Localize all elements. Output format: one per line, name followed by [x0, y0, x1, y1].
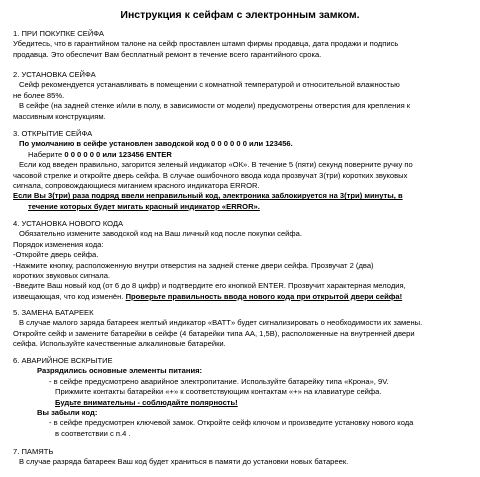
paragraph-line: часовой стрелке и откройте дверь сейфа. В случае ошибочного ввода кода прозвучат 3(три) коротких звуковых: [13, 170, 408, 180]
section-opening: [13, 129, 473, 212]
section-heading: 5. ЗАМЕНА БАТАРЕЕК: [13, 308, 94, 317]
section-heading: 1. ПРИ ПОКУПКЕ СЕЙФА: [13, 29, 104, 38]
paragraph-line: Убедитесь, что в гарантийном талоне на сейф проставлен штамп фирмы продавца, дата продажи и подпись: [13, 39, 399, 49]
enter-code-value: 0 0 0 0 0 0 или 123456 ENTER: [64, 149, 172, 159]
section-heading: 7. ПАМЯТЬ: [13, 447, 54, 456]
paragraph-line: В сейфе (на задней стенке и/или в полу, в зависимости от модели) предусмотрены отверстия для крепления к: [19, 101, 411, 111]
section-emergency: [13, 356, 473, 439]
paragraph-line: В случае малого заряда батареек желтый индикатор «BATT» будет сигнализировать о необходимости их замены.: [19, 318, 423, 328]
paragraph-line: Сейф рекомендуется устанавливать в помещении с комнатной температурой и относительной влажностью: [19, 80, 400, 90]
subheading-power: Разрядились основные элементы питания:: [37, 366, 203, 376]
document-title: Инструкция к сейфам с электронным замком.: [120, 9, 360, 21]
paragraph-line: коротких звуковых сигнала.: [13, 271, 111, 281]
paragraph-line: Откройте сейф и замените батарейки в сейфе (4 батарейки типа АА, 1,5В), расположенные на внутренней двери: [13, 328, 415, 338]
subheading-forgot-code: Вы забыли код:: [37, 408, 98, 418]
paragraph-line: В случае разряда батареек Ваш код будет храниться в памяти до установки новых батареек.: [19, 457, 349, 467]
paragraph-line: Обязательно измените заводской код на Ваш личный код после покупки сейфа.: [19, 229, 302, 239]
paragraph-line: - в сейфе предусмотрено аварийное электропитание. Используйте батарейку типа «Крона», 9V.: [49, 376, 389, 386]
paragraph-line: продавца. Это обеспечит Вам бесплатный ремонт в течение всего гарантийного срока.: [13, 49, 322, 59]
default-code-line: По умолчанию в сейфе установлен заводской код 0 0 0 0 0 0 или 123456.: [19, 139, 293, 149]
paragraph-line: Прижмите контакты батарейки «+» к соответствующим контактам «+» на клавиатуре сейфа.: [55, 387, 382, 397]
warning-line: Если Вы 3(три) раза подряд ввели неправильный код, электроника заблокируется на 3(три) минуты, в: [13, 191, 403, 201]
section-installation: [13, 70, 473, 122]
paragraph-line: - в сейфе предусмотрен ключевой замок. Откройте сейф ключом и произведите установку нового кода: [49, 418, 414, 428]
paragraph-line: -Откройте дверь сейфа.: [13, 250, 99, 260]
section-heading: 6. АВАРИЙНОЕ ВСКРЫТИЕ: [13, 356, 113, 365]
paragraph-line: Если код введен правильно, загорится зеленый индикатор «ОК». В течение 5 (пяти) секунд поверните ручку по: [19, 160, 413, 170]
section-memory: [13, 447, 473, 468]
paragraph-line: -Введите Ваш новый код (от 6 до 8 цифр) и подтвердите его кнопкой ENTER. Прозвучит характерная мелодия,: [13, 281, 406, 291]
paragraph-line: в соответствии с п.4 .: [55, 428, 131, 438]
section-heading: 3. ОТКРЫТИЕ СЕЙФА: [13, 129, 93, 138]
polarity-warning: Будьте внимательны - соблюдайте полярность!: [55, 397, 238, 407]
paragraph-line: -Нажмите кнопку, расположенную внутри отверстия на задней стенке двери сейфа. Прозвучат 2 (два): [13, 260, 374, 270]
section-purchase: [13, 29, 473, 60]
code-changed-text: извещающая, что код изменён.: [13, 291, 126, 301]
paragraph-line: сигнала, сопровождающиеся миганием красного индикатора ERROR.: [13, 181, 260, 191]
check-code-warning: Проверьте правильность ввода нового кода при открытой двери сейфа!: [125, 291, 403, 301]
paragraph-line: Порядок изменения кода:: [13, 239, 104, 249]
section-heading: 4. УСТАНОВКА НОВОГО КОДА: [13, 219, 124, 228]
warning-line: течение которых будет мигать красный индикатор «ERROR».: [28, 201, 260, 211]
section-heading: 2. УСТАНОВКА СЕЙФА: [13, 70, 96, 79]
enter-code-line: [13, 150, 473, 160]
section-batteries: [13, 308, 473, 350]
paragraph-line: не более 85%.: [13, 90, 65, 100]
paragraph-line: массивным конструкциям.: [13, 111, 106, 121]
paragraph-line: сейфа. Используйте качественные алкалиновые батарейки.: [13, 339, 226, 349]
check-code-line: [13, 292, 473, 302]
enter-code-prefix: Наберите: [28, 149, 65, 159]
section-new-code: [13, 219, 473, 302]
